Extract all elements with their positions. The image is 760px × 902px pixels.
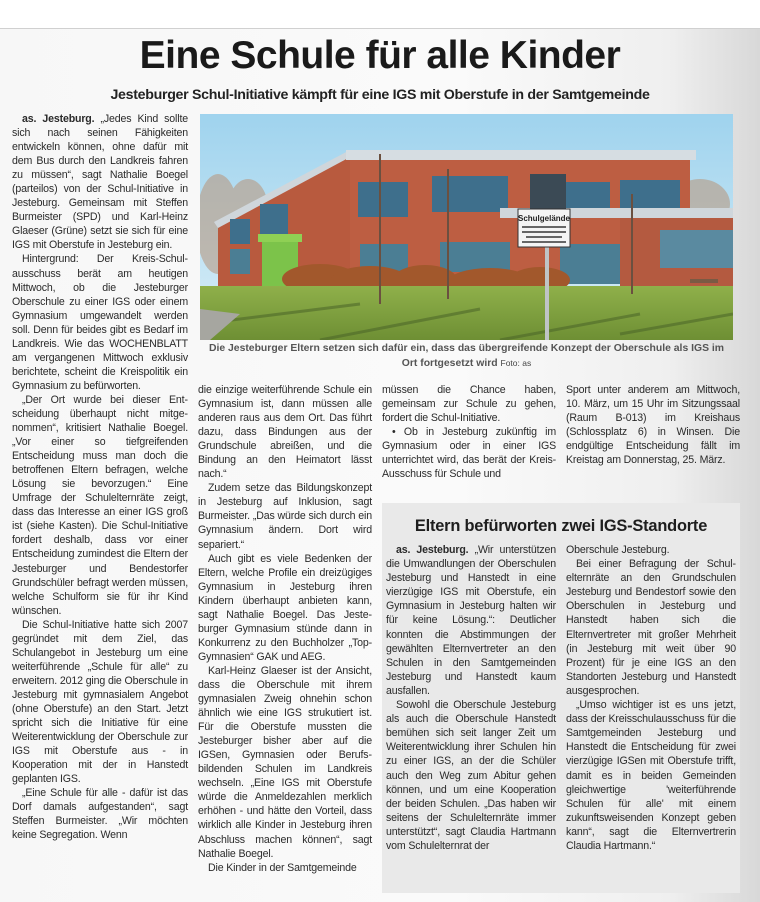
box-lead-text: „Wir unterstützen die Umwandlungen der Oberschulen Jesteburg und Hanstedt in eine vierzügige IGS mit Oberstufe, ein Gymnasium in Jesteburg halten wir für keine Lösung.“: Deutlicher konnten die Abstimmungen der gewählten Elternvertreter an den Schulen in den Samtgemeinden Jesteburg und Hanstedt kaum ausfallen. (386, 544, 556, 697)
paragraph: „Der Ort wurde bei dieser Entscheidung überhaupt nicht mitgenommen“, kritisiert Nathalie Boegel. „Vor einer so tiefgreifenden Entscheidung muss man doch die betroffenen Eltern befragen, welche Lösung sie bevorzugen.“ Eine Umfrage der Schulelternräte zeigt, dass das Interesse an einer IGS groß ist (siehe Kasten). Die Schul-Initiative fordert deshalb, dass vor einer Entscheidung zumindest die Eltern der Jesteburger und Bendestorfer Grundschüler befragt werden müssen, welche Schulform sie für ihr Kind wünschen. (12, 393, 188, 617)
paragraph: Zudem setze das Bildungskonzept in Jesteburg auf Inklusion, sagt Burmeister. „Das würde sich durch ein Gymnasium ändern. Dort wird separiert.“ (198, 482, 372, 551)
box-lead (386, 543, 556, 698)
article-column-4 (566, 383, 740, 467)
paragraph: müssen die Chance haben, gemeinsam zur Schule zu gehen, fordert die Schul-Initiative. (382, 384, 556, 425)
box-paragraph: Bei einer Befragung der Schulelternräte an den Grundschulen Jesteburg und Bendestorf sowie den Oberschulen in Jesteburg und Hanstedt haben sich die Elternvertreter mit großer Mehrheit (in Jesteburg mit weit über 90 Prozent) für je eine IGS an den Standorten Jesteburg und Hanstedt ausgesprochen. (566, 558, 736, 697)
box-paragraph: Oberschule Jesteburg. (566, 544, 670, 556)
lead-text: „Jedes Kind sollte sich nach seinen Fähigkeiten entwickeln können, ohne dafür mit dem Bus durch den Landkreis fahren zu müssen“, sagt Nathalie Boegel (parteilos) von der Schul-Initiative in Jesteburg. Gemeinsam mit Steffen Burmeister (SPD) und Karl-Heinz Glaeser (Grüne) setzt sie sich für eine IGS mit Oberstufe in Jesteburg ein. (12, 113, 188, 252)
school-building-image (200, 114, 733, 340)
info-box (382, 503, 740, 893)
article-column-1 (12, 112, 188, 842)
paragraph: Hintergrund: Der Kreis-Schulausschuss berät am heutigen Mittwoch, ob die Jesteburger Oberschule zu einer IGS oder einem Gymnasium umgewandelt werden soll. Denn für beides gibt es Bedarf im Landkreis. Wie das WOCHENBLATT am vergangenen Mittwoch exklusiv berichtete, scheint die Kreispolitik ein Gymnasium zu befürworten. (12, 253, 188, 392)
paragraph: Sport unter anderem am Mittwoch, 10. März, um 15 Uhr im Sitzungssaal (Raum B-013) im Kreishaus (Schlossplatz 6) in Winsen. Die endgültige Entscheidung fällt im Kreistag am Donnerstag, 25. März. (566, 384, 740, 467)
box-dateline: as. Jesteburg. (396, 544, 469, 556)
paragraph: Auch gibt es viele Bedenken der Eltern, welche Profile ein dreizügiges Gymnasium in Jesteburg ihren Kindern überhaupt anbieten kann, sagt Nathalie Boegel. Das Jesteburger Gymnasium stünde dann in Konkurrenz zu den Buchholzer „Top-Gymnasien“ GAK und AEG. (198, 552, 372, 663)
caption-text: Die Jesteburger Eltern setzen sich dafür ein, dass das übergreifende Konzept der Oberschule als IGS im Ort fortgesetzt wird (208, 343, 725, 369)
paragraph: Die Schul-Initiative hatte sich 2007 gegründet mit dem Ziel, das Schulangebot in Jesteburg um eine weiterführende „Schule für alle“ zu erweitern. 2012 ging die Oberschule in Jesteburg mit gymnasialem Angebot (ohne Oberstufe) an den Start. Jetzt spricht sich die Initiative für eine Weiterentwicklung der Oberschule zur IGS mit Oberstufe aus - in Kooperation mit der in Hanstedt geplanten IGS. (12, 618, 188, 786)
dateline: as. Jesteburg. (22, 113, 95, 125)
box-paragraph: Sowohl die Oberschule Jesteburg als auch die Oberschule Hanstedt bemühen sich seit langer Zeit um Weiterentwicklung ihrer Schulen hin zu einer IGS, an der die Schüler auch den Weg zum Abitur gehen können, und um eine Kooperation der beiden Schulen. „Das haben wir seitens der Schulelternräte immer unterstützt“, sagt Claudia Hartmann vom Schulelternrat der (386, 699, 556, 852)
box-paragraph: „Umso wichtiger ist es uns jetzt, dass der Kreisschulausschuss für die Samtgemeinden Jesteburg und Hanstedt die Entscheidung für zwei vierzügige IGSen mit Oberstufe trifft, damit es in beiden Gemeinden gleichwertige 'weiterführende Schulen für alle' mit einem zukunftsweisenden Konzept geben kann“, sagt die Elternvertrerin Claudia Hartmann.“ (566, 699, 736, 852)
paragraph: • Ob in Jesteburg zukünftig im Gymnasium oder in einer IGS unterrichtet wird, das berät der Kreis-Ausschuss für Schule und (382, 426, 556, 481)
paragraph: „Eine Schule für alle - dafür ist das Dorf damals aufgestanden“, sagt Steffen Burmeister. „Wir möchten keine Segregation. Wenn (12, 787, 188, 842)
subheadline: Jesteburger Schul-Initiative kämpft für eine IGS mit Oberstufe in der Samtgemeinde (110, 87, 650, 103)
box-column-2 (566, 543, 736, 853)
article-lead (12, 112, 188, 252)
box-column-1 (386, 543, 556, 853)
photo-credit: Foto: as (500, 358, 532, 368)
article-column-3 (382, 383, 556, 481)
paragraph: Die Kinder in der Samtgemeinde (208, 861, 357, 874)
headline: Eine Schule für alle Kinder (139, 34, 621, 77)
paragraph: Karl-Heinz Glaeser ist der Ansicht, dass die Oberschule mit ihrem gymnasialen Zweig ohnehin schon ähnlich wie eine IGS strukutiert ist. Für die Oberstufe mussten die Jesteburger bisher aber auf die IGSen, Gymnasien oder Berufsbildenden Schulen im Landkreis wechseln. „Eine IGS mit Oberstufe würde die Anmeldezahlen merklich erhöhen - und hätte den Vorteil, dass wirklich alle Kinder in Jesteburg ihren Abschluss machen können“, sagt Nathalie Boegel. (198, 664, 372, 860)
photo-caption (200, 342, 733, 371)
paragraph: die einzige weiterführende Schule ein Gymnasium ist, dann müssen alle anderen raus aus dem Ort. Das führt dazu, dass Bindungen aus der Grundschule abreißen, und die Bindung an den Heimatort lässt nach.“ (198, 384, 372, 481)
sign-text: Schulgelände (517, 214, 571, 223)
school-photo (200, 114, 733, 340)
article-column-2 (198, 383, 372, 875)
box-title: Eltern befürworten zwei IGS-Standorte (414, 517, 708, 535)
